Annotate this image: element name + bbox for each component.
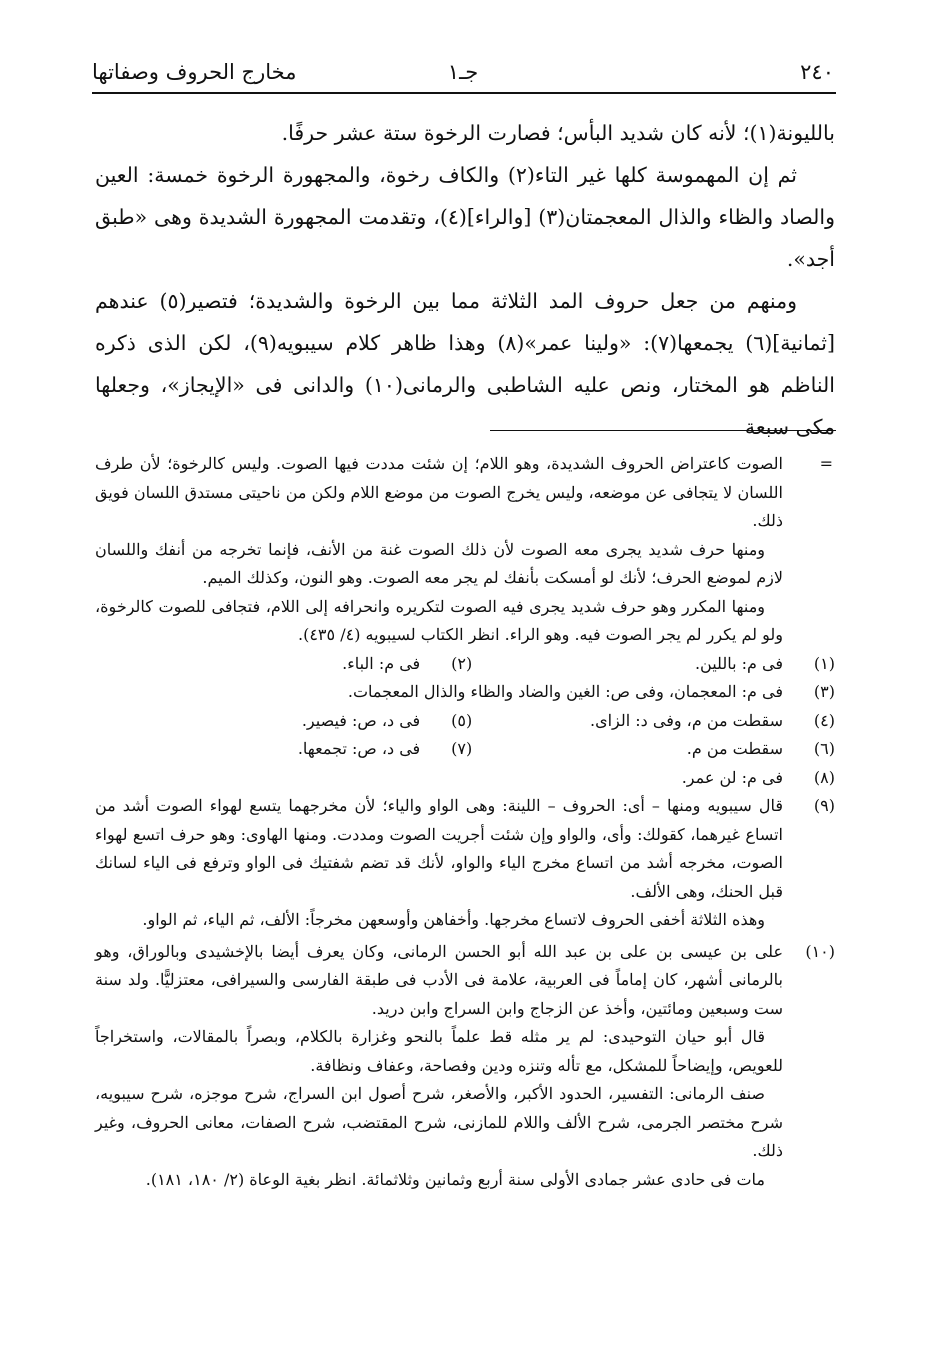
footnote-paragraph: على بن عيسى بن على بن عبد الله أبو الحسن الرمانى، وكان يعرف أيضا بالإخشيدى وبالوراق، وهو بالرمانى أشهر، كان إماماً فى العربية، علامة فى الأدب فى طبقة الفارسى والسيرافى، معتزليًّا. ولد سنة ست وسبعين ومائتين، وأخذ عن الزجاج وابن السراج وابن دريد.: [95, 941, 783, 1018]
header-rule: [92, 92, 836, 94]
main-text: [95, 112, 835, 448]
footnote-1: [472, 650, 835, 679]
footnote-text: فى م: المعجمان، وفى ص: الغين والضاد والظاء والذال المعجمات.: [347, 682, 783, 701]
footnote-number: (١٠): [805, 941, 835, 961]
footnote-6: [472, 735, 835, 764]
footnote-10: [95, 938, 835, 1195]
continuation-paragraph: ومنها حرف شديد يجرى معه الصوت لأن ذلك الصوت غنة من الأنف، فإنما تخرجه من أنفك واللسان لازم لموضع الحرف؛ لأنك لو أمسكت بأنفك لم يجر معه الصوت. وهو النون، وكذلك الميم.: [95, 539, 783, 587]
main-paragraph-3: ومنهم من جعل حروف المد الثلاثة مما بين الرخوة والشديدة؛ فتصير(٥) عندهم [ثمانية](٦) يجمعها(٧): «ولينا عمر»(٨) وهذا ظاهر كلام سيبويه(٩)، لكن الذى ذكره الناظم هو المختار، ونص عليه الشاطبى والرمانى(١٠) والدانى فى «الإيجاز»، وجعلها مكى سبعة: [95, 289, 835, 439]
footnote-number: (٤): [813, 710, 835, 730]
page-number: ٢٤٠: [800, 60, 834, 84]
footnote-text: فى د، ص: فيصير.: [301, 710, 421, 730]
footnote-number: (١): [813, 653, 835, 673]
footnote-text: فى م: باللين.: [694, 653, 783, 673]
footnote-text: سقطت من م.: [686, 739, 783, 758]
continuation-mark: =: [819, 454, 833, 473]
footnote-row: [95, 707, 835, 736]
footnote-number: (٢): [451, 653, 473, 673]
footnote-paragraph: صنف الرمانى: التفسير، الحدود الأكبر، والأصغر، شرح أصول ابن السراج، شرح موجزه، شرح سيبويه، شرح مختصر الجرمى، شرح الألف واللام للمازنى، شرح المقتضب، شرح الصفات، معانى الحروف، وغير ذلك.: [95, 1084, 783, 1160]
footnote-row: [95, 735, 835, 764]
continuation-paragraph: ومنها المكرر وهو حرف شديد يجرى فيه الصوت لتكريره وانحرافه إلى اللام، فتجافى للصوت كالرخوة، ولو لم يكرر لم يجر الصوت فيه. وهو الراء. انظر الكتاب لسيبويه (٤/ ٤٣٥).: [95, 596, 783, 644]
footnote-continuation: [95, 450, 835, 650]
main-paragraph-2: ثم إن المهموسة كلها غير التاء(٢) والكاف رخوة، والمجهورة الرخوة خمسة: العين والصاد والظاء والذال المعجمتان(٣) [والراء](٤)، وتقدمت المجهورة الشديدة وهى «طبق أجد».: [95, 163, 835, 271]
footnote-9: [95, 792, 835, 935]
footnote-number: (٥): [451, 710, 473, 730]
footnote-row: [95, 650, 835, 679]
footnote-number: (٦): [813, 739, 835, 758]
footnote-number: (٣): [813, 682, 835, 701]
footnote-paragraph: مات فى حادى عشر جمادى الأولى سنة أربع وثمانين وثلاثمائة. انظر بغية الوعاة (٢/ ١٨٠، ١٨١).: [145, 1169, 765, 1189]
footnote-text: فى م: الباء.: [342, 653, 421, 673]
footnote-5: [95, 707, 472, 736]
footnote-number: (٧): [451, 739, 473, 758]
main-paragraph-1: بالليونة(١)؛ لأنه كان شديد البأس؛ فصارت الرخوة ستة عشر حرفًا.: [281, 121, 835, 145]
volume-label: جـ١: [447, 60, 479, 84]
footnote-text: سقطت من م، وفى د: الزاى.: [589, 710, 783, 730]
continuation-paragraph: الصوت كاعتراض الحروف الشديدة، وهو اللام؛ إن شئت مددت فيها الصوت. وليس كالرخوة؛ لأن طرف اللسان لا يتجافى عن موضعه، وليس يخرج الصوت من موضع اللام ولكن من ناحيتى مستدق اللسان فويق ذلك.: [95, 454, 783, 530]
footnote-3: [95, 678, 835, 707]
footnote-8: [95, 764, 835, 793]
footnote-paragraph: قال أبو حيان التوحيدى: لم ير مثله قط علماً بالنحو وغزارة بالكلام، وبصراً بالمقالات، واستخراجاً للعويص، وإيضاحاً للمشكل، مع تأله وتنزه ودين وفصاحة، وعفاف ونظافة.: [95, 1027, 783, 1075]
footnote-number: (٨): [813, 767, 835, 787]
footnote-paragraph: وهذه الثلاثة أخفى الحروف لاتساع مخرجها. وأخفاهن وأوسعهن مخرجاً: الألف، ثم الياء، ثم الواو.: [142, 910, 765, 929]
running-header: [92, 58, 834, 92]
footnote-paragraph: قال سيبويه ومنها – أى: الحروف – اللينة: وهى الواو والياء؛ لأن مخرجهما يتسع لهواء الصوت أشد من اتساع غيرهما، كقولك: وأى، والواو وإن شئت أجريت الصوت ومددت. ومنها الهاوى: وهو حرف اتسع لهواء الصوت، مخرجه أشد من اتساع مخرج الياء والواو، لأنك قد تضم شفتيك فى الواو وترفع فى الياء لسانك قبل الحنك، وهى الألف.: [95, 796, 783, 901]
footnote-number: (٩): [813, 796, 835, 815]
footnote-4: [472, 707, 835, 736]
footnote-text: فى د، ص: تجمعها.: [297, 739, 421, 758]
footnote-7: [95, 735, 472, 764]
footnote-separator: [490, 430, 836, 431]
chapter-title: مخارج الحروف وصفاتها: [92, 60, 297, 84]
footnote-text: فى م: لن عمر.: [681, 767, 783, 787]
footnote-2: [95, 650, 472, 679]
footnotes: [95, 450, 835, 1194]
